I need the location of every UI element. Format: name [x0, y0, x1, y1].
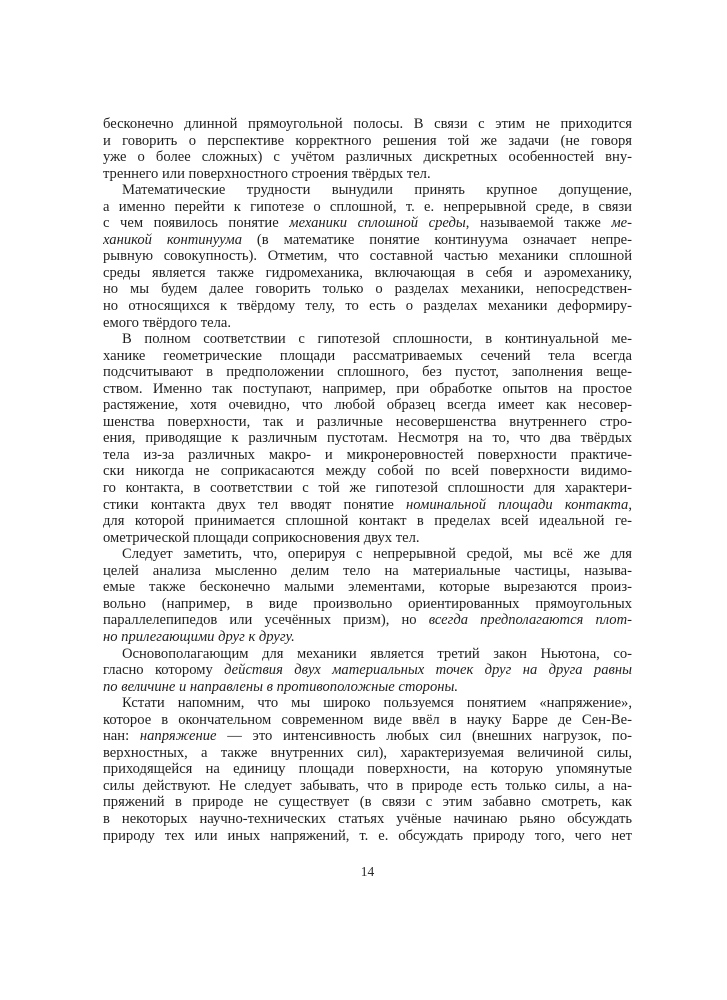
- emphasized-text: ме-: [611, 215, 632, 232]
- text-line: [103, 728, 632, 745]
- text-line: [103, 248, 632, 265]
- body-text: для которой принимается сплошной контакт в пределах всей идеальной ге-: [103, 513, 632, 530]
- text-line: [103, 761, 632, 778]
- text-line: [103, 463, 632, 480]
- emphasized-text: всегда предполагаются плот-: [428, 612, 632, 629]
- body-text: емые также бесконечно малыми элементами, которые вырезаются произ-: [103, 579, 632, 596]
- text-line: [103, 828, 632, 845]
- body-text: верхностных, а также внутренних сил), характеризуемая величиной силы,: [103, 744, 632, 761]
- body-text: тела из-за различных макро- и микронеровностей поверхности практиче-: [103, 446, 632, 463]
- text-line: [103, 546, 632, 563]
- body-text: приходящейся на единицу площади поверхности, на которую упомянутые: [103, 761, 632, 778]
- body-text: среды является также гидромеханика, включающая в себя и аэромеханику,: [103, 264, 632, 281]
- body-text: шенства поверхности, так и различные несовершенства внутреннего стро-: [103, 413, 632, 430]
- text-line: [103, 778, 632, 795]
- text-line: [103, 447, 632, 464]
- body-text: бесконечно длинной прямоугольной полосы. В связи с этим не приходится: [103, 116, 632, 132]
- paragraph: [103, 646, 632, 696]
- text-line: [103, 629, 632, 646]
- body-text: ения, приводящие к различным пустотам. Несмотря на то, что два твёрдых: [103, 430, 632, 447]
- text-line: [103, 480, 632, 497]
- body-text: в некоторых научно-технических статьях учёные начинаю рьяно обсуждать: [103, 810, 632, 827]
- text-line: [103, 381, 632, 398]
- text-line: [103, 182, 632, 199]
- text-line: [103, 298, 632, 315]
- text-line: [103, 414, 632, 431]
- body-text: Кстати напомним, что мы широко пользуемся понятием «напряжение»,: [122, 695, 632, 712]
- text-line: [103, 579, 632, 596]
- body-text: а именно перейти к гипотезе о сплошной, т. е. непрерывной среде, в связи: [103, 198, 632, 215]
- body-text: рывную совокупность). Отметим, что составной частью механики сплошной: [103, 248, 632, 265]
- body-text: Основополагающим для механики является третий закон Ньютона, со-: [122, 645, 632, 662]
- text-line: [103, 166, 632, 183]
- body-text: ,: [628, 496, 632, 513]
- body-text: (в математике понятие континуума означает непре-: [242, 231, 632, 248]
- body-text: ством. Именно так поступают, например, при обработке опытов на простое: [103, 380, 632, 397]
- text-line: [103, 199, 632, 216]
- body-text: и говорить о перспективе корректного решения той же задачи (не говоря: [103, 132, 632, 149]
- body-text: параллелепипедов или усечённых призм), но: [103, 612, 429, 629]
- body-text: нан:: [103, 728, 140, 745]
- text-line: [103, 430, 632, 447]
- body-text: В полном соответствии с гипотезой сплошности, в континуальной ме-: [122, 331, 632, 348]
- paragraph: [103, 182, 632, 331]
- body-text: — это интенсивность любых сил (внешних нагрузок, по-: [216, 728, 632, 745]
- body-text: с чем появилось понятие: [103, 215, 290, 232]
- text-line: [103, 232, 632, 249]
- body-text: уже о более сложных) с учётом различных дискретных особенностей вну-: [103, 149, 632, 166]
- text-line: [103, 116, 632, 133]
- emphasized-text: по величине и направлены в противоположные стороны.: [103, 678, 459, 695]
- body-text: подсчитывают в предположении сплошного, без пустот, заполнения веще-: [103, 364, 632, 381]
- text-line: [103, 662, 632, 679]
- emphasized-text: но прилегающими друг к другу.: [103, 628, 295, 645]
- text-line: [103, 397, 632, 414]
- text-line: [103, 794, 632, 811]
- text-line: [103, 679, 632, 696]
- text-line: [103, 364, 632, 381]
- body-text: которое в окончательном современном виде ввёл в науку Барре де Сен-Ве-: [103, 711, 632, 728]
- text-line: [103, 646, 632, 663]
- text-line: [103, 281, 632, 298]
- text-line: [103, 612, 632, 629]
- text-line: [103, 149, 632, 166]
- text-line: [103, 348, 632, 365]
- text-line: [103, 712, 632, 729]
- body-text: но относящихся к твёрдому телу, то есть о разделах механики деформиру-: [103, 298, 632, 315]
- paragraph: [103, 331, 632, 546]
- text-line: [103, 563, 632, 580]
- body-text: гласно которому: [103, 662, 225, 679]
- text-line: [103, 315, 632, 332]
- body-text: ски никогда не соприкасаются между собой по всей поверхности видимо-: [103, 463, 632, 480]
- body-text: природу тех или иных напряжений, т. е. обсуждать природу того, чего нет: [103, 827, 632, 844]
- text-line: [103, 530, 632, 547]
- emphasized-text: ханикой континуума: [103, 231, 242, 248]
- body-text: ханике геометрические площади рассматриваемых сечений тела всегда: [103, 347, 632, 364]
- page-number: 14: [360, 864, 375, 879]
- text-line: [103, 513, 632, 530]
- text-block: [103, 116, 632, 844]
- paragraph: [103, 546, 632, 645]
- body-text: треннего или поверхностного строения твёрдых тел.: [103, 165, 431, 182]
- text-line: [103, 331, 632, 348]
- paragraph: [103, 116, 632, 182]
- body-text: емого твёрдого тела.: [103, 314, 231, 331]
- text-line: [103, 215, 632, 232]
- body-text: растяжение, хотя очевидно, что любой образец всегда имеет как несовер-: [103, 397, 632, 414]
- body-text: пряжений в природе не существует (в связи с этим забавно смотреть, как: [103, 794, 632, 811]
- text-line: [103, 133, 632, 150]
- emphasized-text: напряжение: [139, 728, 217, 745]
- text-line: [103, 811, 632, 828]
- text-line: [103, 745, 632, 762]
- body-text: стики контакта двух тел вводят понятие: [103, 496, 407, 513]
- body-text: вольно (например, в виде произвольно ориентированных прямоугольных: [103, 595, 632, 612]
- body-text: ометрической площади соприкосновения двух тел.: [103, 529, 420, 546]
- text-line: [103, 265, 632, 282]
- body-text: го контакта, в соответствии с той же гипотезой сплошности для характери-: [103, 480, 632, 497]
- text-line: [103, 596, 632, 613]
- body-text: но мы будем далее говорить только о разделах механики, непосредствен-: [103, 281, 632, 298]
- body-text: Следует заметить, что, оперируя с непрерывной средой, мы всё же для: [122, 546, 632, 563]
- text-line: [103, 695, 632, 712]
- paragraph: [103, 695, 632, 844]
- text-line: [103, 497, 632, 514]
- body-text: силы действуют. Не следует забывать, что в природе есть только силы, а на-: [103, 777, 632, 794]
- emphasized-text: номинальной площади контакта: [406, 496, 629, 513]
- body-text: , называемой также: [465, 215, 612, 232]
- emphasized-text: действия двух материальных точек друг на друга равны: [224, 662, 632, 679]
- body-text: Математические трудности вынудили принять крупное допущение,: [122, 182, 632, 199]
- body-text: целей анализа мысленно делим тело на материальные частицы, называ-: [103, 562, 632, 579]
- emphasized-text: механики сплошной среды: [289, 215, 466, 232]
